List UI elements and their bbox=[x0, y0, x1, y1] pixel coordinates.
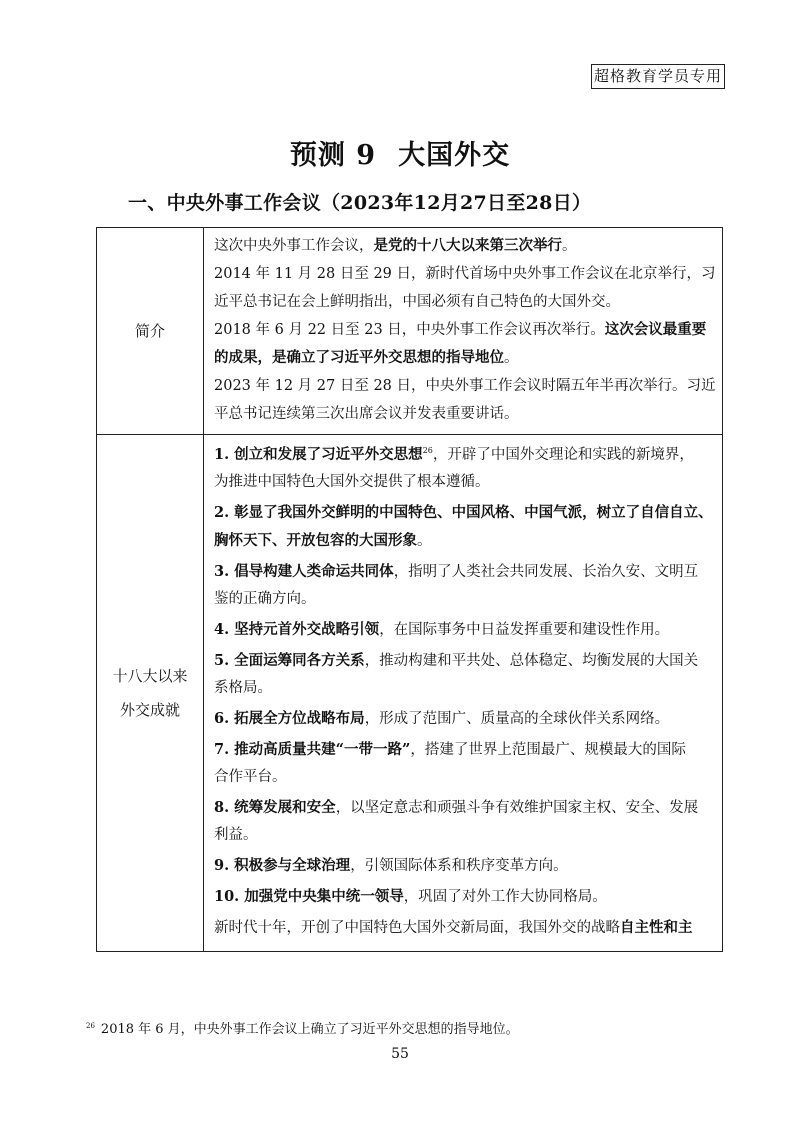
table-cutoff bbox=[96, 973, 723, 977]
intro-line-1: 这次中央外事工作会议，是党的十八大以来第三次举行。 bbox=[214, 237, 577, 254]
title-prefix: 预测 9 bbox=[289, 140, 377, 171]
achievements-label-cell bbox=[97, 435, 204, 952]
intro-row bbox=[97, 228, 723, 435]
achievements-content-cell bbox=[204, 435, 723, 952]
footnote-mark: 26 bbox=[86, 1021, 95, 1030]
intro-line-7: 平总书记连续第三次出席会议并发表重要讲话。 bbox=[214, 406, 519, 422]
intro-line-5: 的成果，是确立了习近平外交思想的指导地位。 bbox=[214, 349, 519, 366]
achievement-item-10: 10. 加强党中央集中统一领导，巩固了对外工作大协同格局。 bbox=[214, 887, 607, 905]
achievement-item-1: 1. 创立和发展了习近平外交思想$^{26}$，开辟了中国外交理论和实践的新境界， 为推进中国特色大国外交提供了根本遵循。 bbox=[214, 445, 694, 490]
watermark-stamp: 超格教育学员专用 bbox=[591, 64, 725, 89]
intro-content-cell bbox=[204, 228, 723, 435]
achievements-label-line-2: 外交成就 bbox=[119, 700, 180, 719]
page-title bbox=[0, 133, 800, 172]
achievement-item-5: 5. 全面运筹同各方关系，推动构建和平共处、总体稳定、均衡发展的大国关 系格局。 bbox=[214, 651, 699, 696]
title-main: 大国外交 bbox=[398, 140, 511, 171]
footnote bbox=[86, 1018, 519, 1037]
footnote-text: 2018 年 6 月，中央外事工作会议上确立了习近平外交思想的指导地位。 bbox=[100, 1022, 519, 1037]
achievements-label-line-1: 十八大以来 bbox=[112, 666, 188, 685]
achievements-closing: 新时代十年，开创了中国特色大国外交新局面，我国外交的战略自主性和主 bbox=[214, 918, 693, 936]
intro-line-2: 2014 年 11 月 28 日至 29 日，新时代首场中央外事工作会议在北京举行，习 bbox=[214, 266, 716, 282]
achievement-item-9: 9. 积极参与全球治理，引领国际体系和秩序变革方向。 bbox=[214, 856, 568, 874]
intro-label-cell bbox=[97, 228, 204, 435]
intro-line-4: 2018 年 6 月 22 日至 23 日，中央外事工作会议再次举行。这次会议最重要 bbox=[214, 321, 707, 338]
achievements-row bbox=[97, 435, 723, 952]
achievement-item-3: 3. 倡导构建人类命运共同体，指明了人类社会共同发展、长治久安、文明互 鉴的正确方向。 bbox=[214, 562, 699, 607]
intro-line-3: 近平总书记在会上鲜明指出，中国必须有自己特色的大国外交。 bbox=[214, 294, 620, 310]
achievement-item-2: 2. 彰显了我国外交鲜明的中国特色、中国风格、中国气派，树立了自信自立、 胸怀天下、开放包容的大国形象。 bbox=[214, 503, 713, 549]
intro-line-6: 2023 年 12 月 27 日至 28 日，中央外事工作会议时隔五年半再次举行。习近 bbox=[214, 378, 716, 394]
achievement-item-7: 7. 推动高质量共建“一带一路”，搭建了世界上范围最广、规模最大的国际 合作平台。 bbox=[214, 740, 686, 785]
achievement-item-4: 4. 坚持元首外交战略引领，在国际事务中日益发挥重要和建设性作用。 bbox=[214, 620, 670, 638]
footnote-ref: 26 bbox=[422, 446, 433, 455]
content-table bbox=[96, 227, 723, 952]
achievement-item-8: 8. 统筹发展和安全，以坚定意志和顽强斗争有效维护国家主权、安全、发展 利益。 bbox=[214, 798, 699, 843]
achievement-item-6: 6. 拓展全方位战略布局，形成了范围广、质量高的全球伙伴关系网络。 bbox=[214, 709, 670, 727]
section-heading: 一、中央外事工作会议（2023年12月27日至28日） bbox=[128, 192, 592, 214]
intro-label: 简介 bbox=[134, 322, 165, 340]
page-number: 55 bbox=[391, 1046, 409, 1062]
